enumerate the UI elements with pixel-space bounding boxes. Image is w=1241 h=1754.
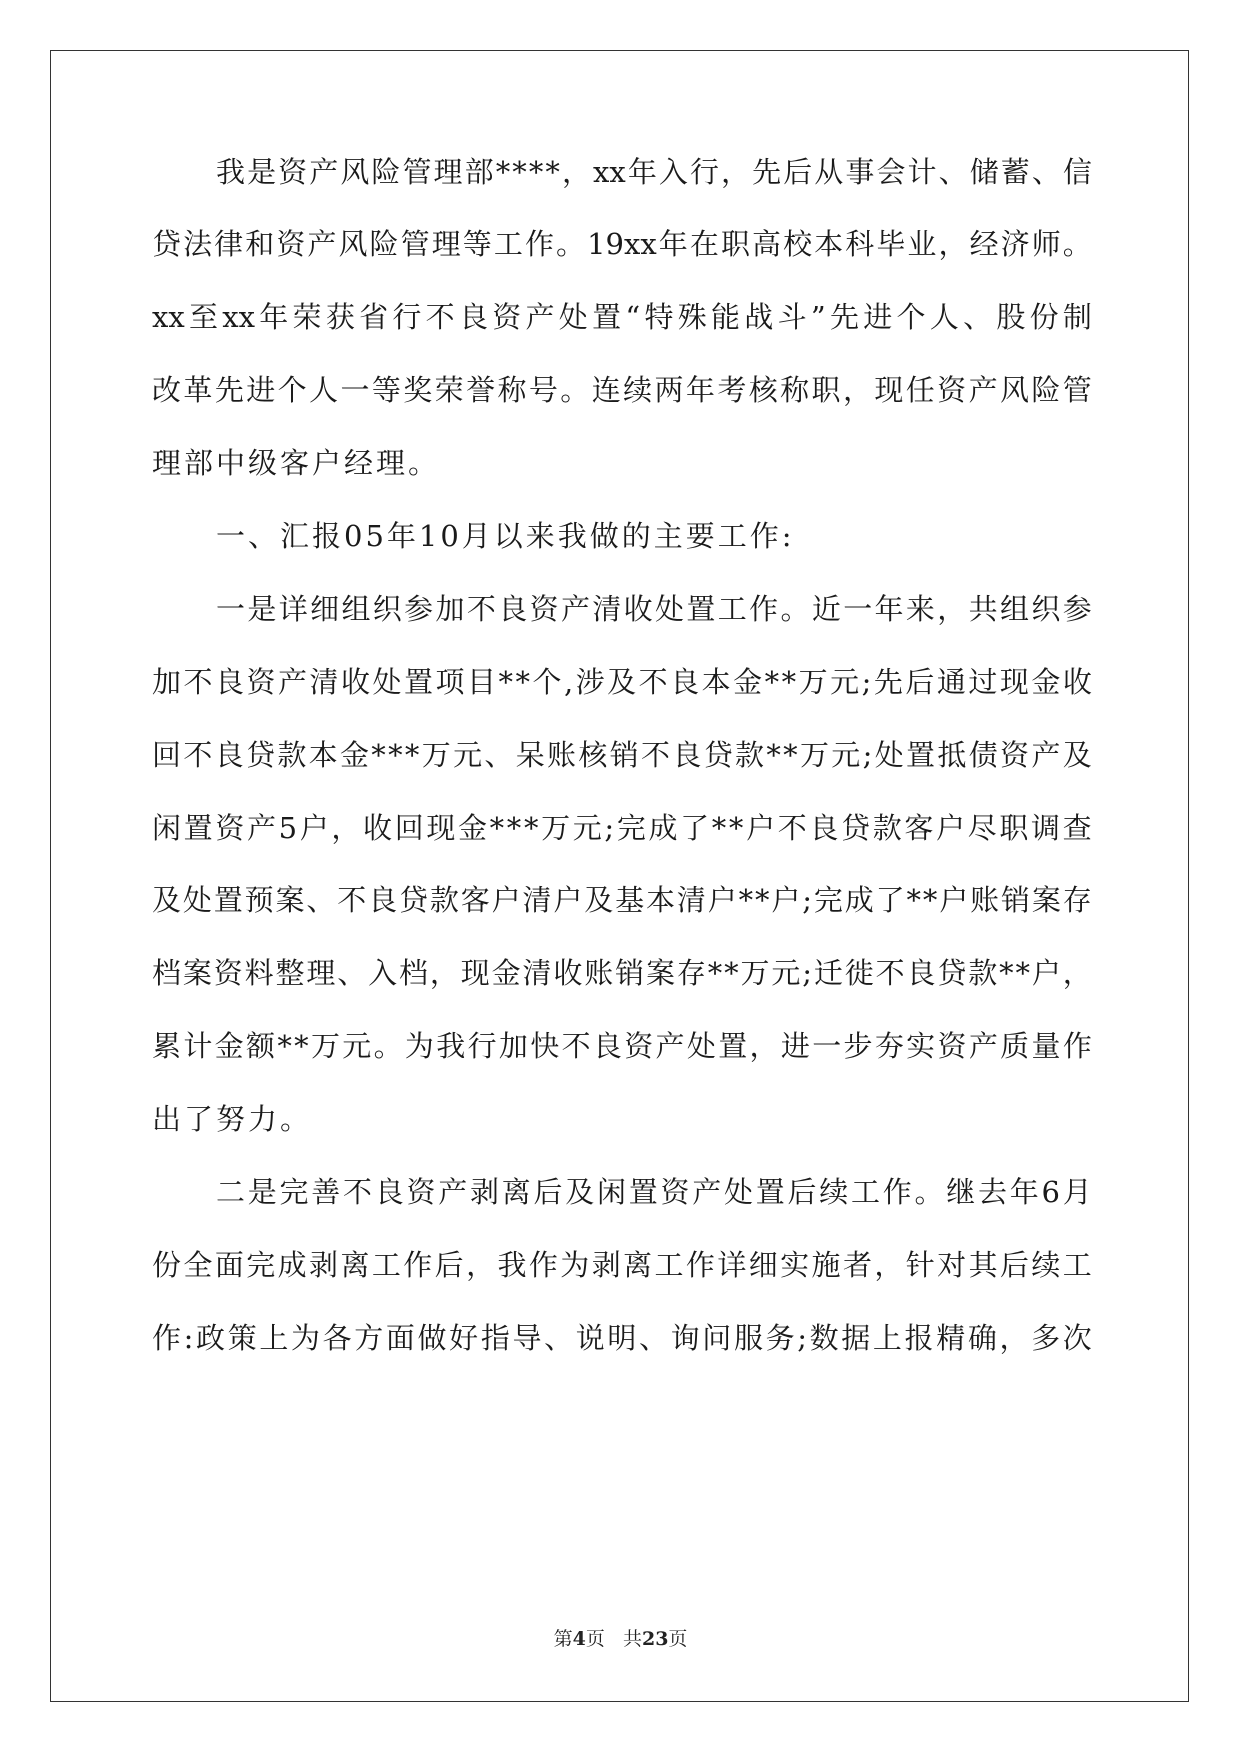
footer-total-pages: 23 [641, 1628, 669, 1650]
text-line: 加 不 良 资 产 清 收 处 置 项 目 * * 个 , 涉 及 不 良 本 金 * * 万 元 ; 先 后 通 过 现 金 收 [152, 665, 1092, 699]
footer-page-unit: 页 [585, 1628, 605, 1650]
page-footer [0, 1624, 1241, 1651]
footer-current-page: 4 [572, 1628, 586, 1650]
text-line: 作 : 政 策 上 为 各 方 面 做 好 指 导 、 说 明 、 询 问 服 务 ; 数 据 上 报 精 确 ， 多 次 [152, 1321, 1092, 1355]
text-line: 我 是 资 产 风 险 管 理 部 * * * * ， xx 年 入 行 ， 先 后 从 事 会 计 、 储 蓄 、 信 [216, 155, 1092, 189]
text-line: 回 不 良 贷 款 本 金 * * * 万 元 、 呆 账 核 销 不 良 贷 款 * * 万 元 ; 处 置 抵 债 资 产 及 [152, 738, 1092, 772]
text-line: 份 全 面 完 成 剥 离 工 作 后 ， 我 作 为 剥 离 工 作 详 细 实 施 者 ， 针 对 其 后 续 工 [152, 1248, 1092, 1282]
text-line: 及 处 置 预 案 、 不 良 贷 款 客 户 清 户 及 基 本 清 户 * * 户 ; 完 成 了 * * 户 账 销 案 存 [152, 883, 1092, 917]
text-line: 改 革 先 进 个 人 一 等 奖 荣 誉 称 号 。 连 续 两 年 考 核 称 职 ， 现 任 资 产 风 险 管 [152, 373, 1092, 407]
text-line: 档 案 资 料 整 理 、 入 档 ， 现 金 清 收 账 销 案 存 * * 万 元 ; 迁 徙 不 良 贷 款 * * 户 ， [152, 956, 1092, 990]
text-line: 贷 法 律 和 资 产 风 险 管 理 等 工 作 。 19xx 年 在 职 高 校 本 科 毕 业 ， 经 济 师 。 [152, 227, 1092, 261]
text-line: 闲 置 资 产 5 户 ， 收 回 现 金 * * * 万 元 ; 完 成 了 * * 户 不 良 贷 款 客 户 尽 职 调 查 [152, 811, 1092, 845]
footer-total-prefix: 共 [622, 1628, 642, 1650]
text-line: 二 是 完 善 不 良 资 产 剥 离 后 及 闲 置 资 产 处 置 后 续 工 作 。 继 去 年 6 月 [216, 1175, 1092, 1209]
text-line: 累 计 金 额 * * 万 元 。 为 我 行 加 快 不 良 资 产 处 置 ， 进 一 步 夯 实 资 产 质 量 作 [152, 1029, 1092, 1063]
text-line: 理部中级客户经理。 [152, 446, 441, 480]
text-line: xx 至 xx 年 荣 获 省 行 不 良 资 产 处 置 “ 特 殊 能 战 斗 ” 先 进 个 人 、 股 份 制 [152, 300, 1092, 334]
text-line: 一 是 详 细 组 织 参 加 不 良 资 产 清 收 处 置 工 作 。 近 一 年 来 ， 共 组 织 参 [216, 592, 1092, 626]
footer-prefix: 第 [553, 1628, 573, 1650]
section-heading: 一、汇报05年10月以来我做的主要工作: [216, 519, 795, 553]
text-line: 出了努力。 [152, 1102, 313, 1136]
footer-total-unit: 页 [668, 1628, 688, 1650]
